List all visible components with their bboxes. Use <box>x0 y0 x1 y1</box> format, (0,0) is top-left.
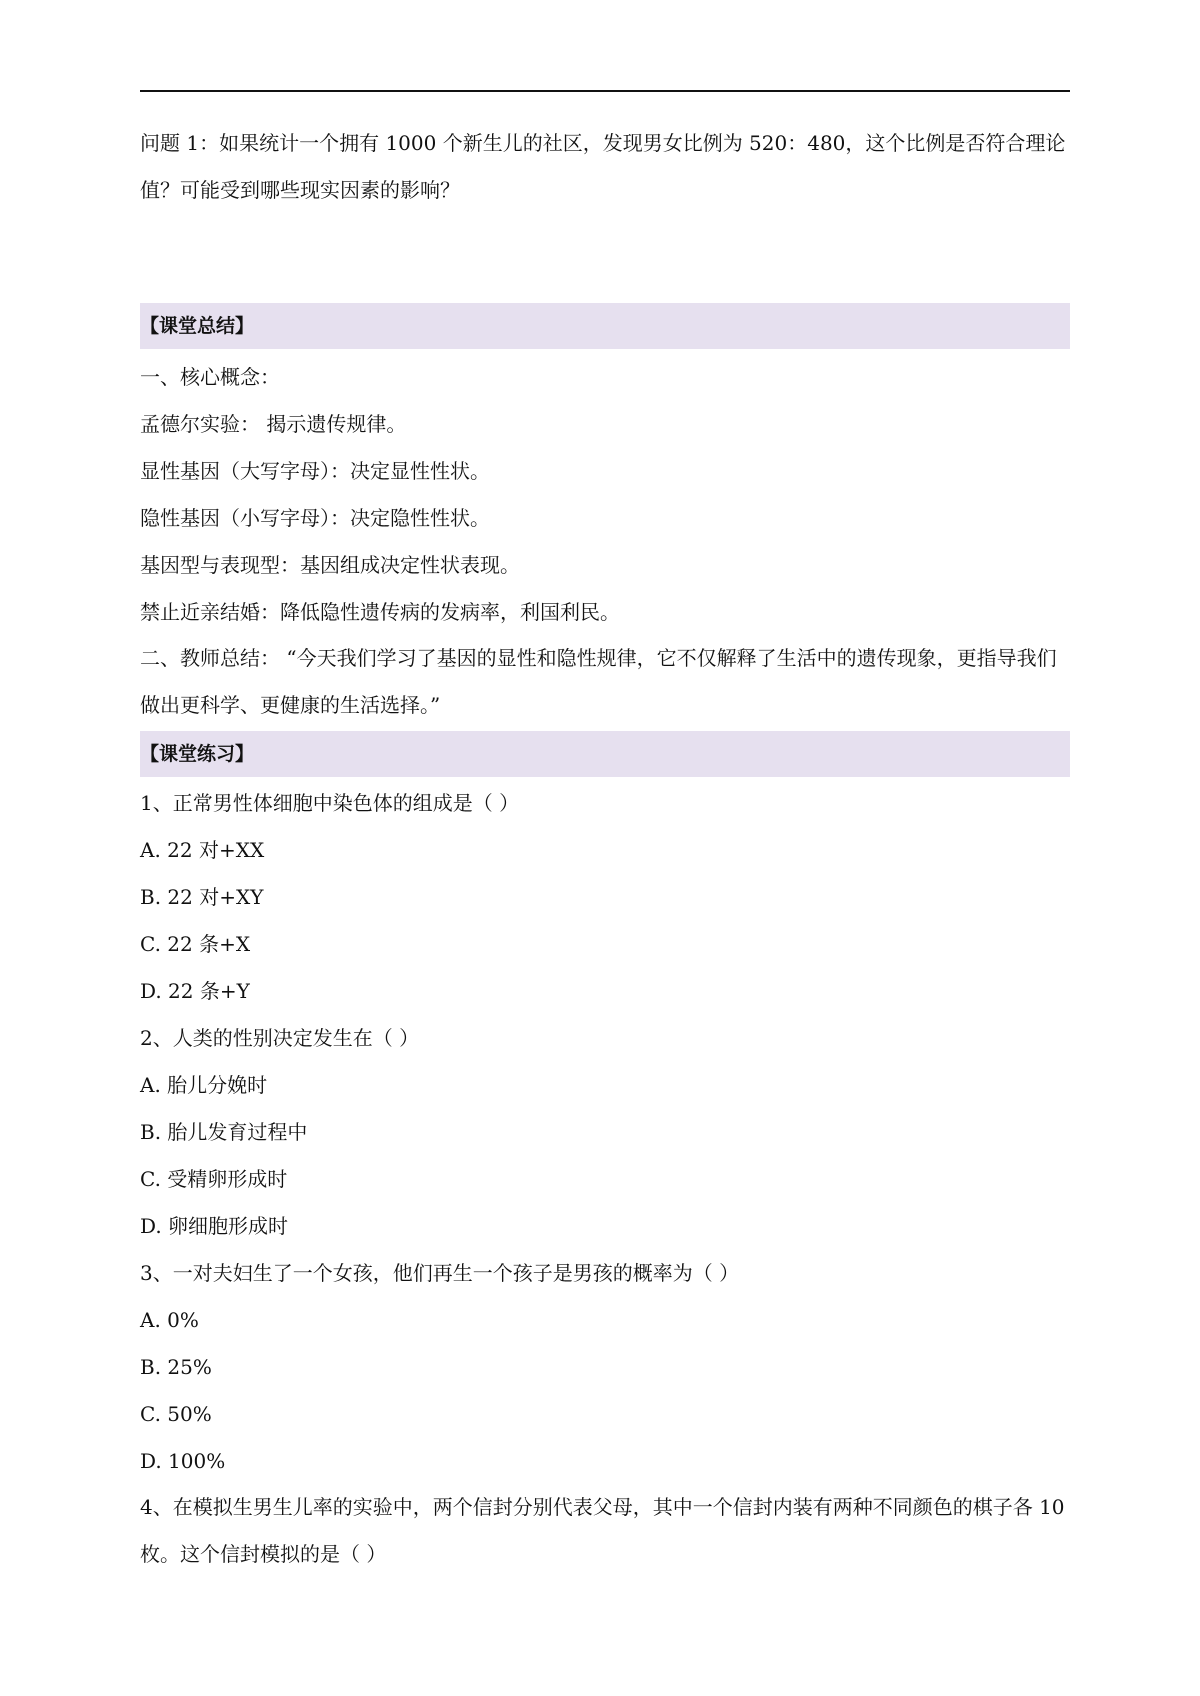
answer-option: A. 胎儿分娩时 <box>140 1073 268 1097</box>
question-stem: 2、人类的性别决定发生在（ ） <box>140 1026 420 1050</box>
answer-option: B. 25% <box>140 1355 212 1379</box>
question-stem: 4、在模拟生男生儿率的实验中，两个信封分别代表父母，其中一个信封内装有两种不同颜色的棋子各 10 枚。这个信封模拟的是（ ） <box>140 1495 1065 1566</box>
summary-item: 孟德尔实验： 揭示遗传规律。 <box>140 412 407 436</box>
question-stem: 3、一对夫妇生了一个女孩，他们再生一个孩子是男孩的概率为（ ） <box>140 1261 740 1285</box>
section-heading-practice: 【课堂练习】 <box>140 731 1070 777</box>
summary-item: 显性基因（大写字母）：决定显性性状。 <box>140 459 490 483</box>
answer-option: D. 卵细胞形成时 <box>140 1214 289 1238</box>
answer-option: B. 胎儿发育过程中 <box>140 1120 308 1144</box>
answer-option: D. 100% <box>140 1449 226 1473</box>
answer-option: A. 0% <box>140 1308 199 1332</box>
summary-item: 基因型与表现型：基因组成决定性状表现。 <box>140 553 520 577</box>
core-concepts-label: 一、核心概念： <box>140 365 280 389</box>
section-heading-summary: 【课堂总结】 <box>140 303 1070 349</box>
header-rule <box>140 90 1070 92</box>
question-stem: 1、正常男性体细胞中染色体的组成是（ ） <box>140 791 520 815</box>
summary-item: 隐性基因（小写字母）：决定隐性性状。 <box>140 506 490 530</box>
answer-option: D. 22 条+Y <box>140 979 250 1003</box>
question-1-text: 问题 1：如果统计一个拥有 1000 个新生儿的社区，发现男女比例为 520：480，这个比例是否符合理论值？可能受到哪些现实因素的影响？ <box>140 131 1066 202</box>
answer-option: A. 22 对+XX <box>140 838 265 862</box>
summary-item: 禁止近亲结婚：降低隐性遗传病的发病率，利国利民。 <box>140 600 620 624</box>
answer-option: C. 50% <box>140 1402 212 1426</box>
answer-option: B. 22 对+XY <box>140 885 264 909</box>
answer-option: C. 22 条+X <box>140 932 251 956</box>
answer-option: C. 受精卵形成时 <box>140 1167 288 1191</box>
teacher-summary: 二、教师总结： “今天我们学习了基因的显性和隐性规律，它不仅解释了生活中的遗传现象，更指导我们做出更科学、更健康的生活选择。” <box>140 646 1057 717</box>
